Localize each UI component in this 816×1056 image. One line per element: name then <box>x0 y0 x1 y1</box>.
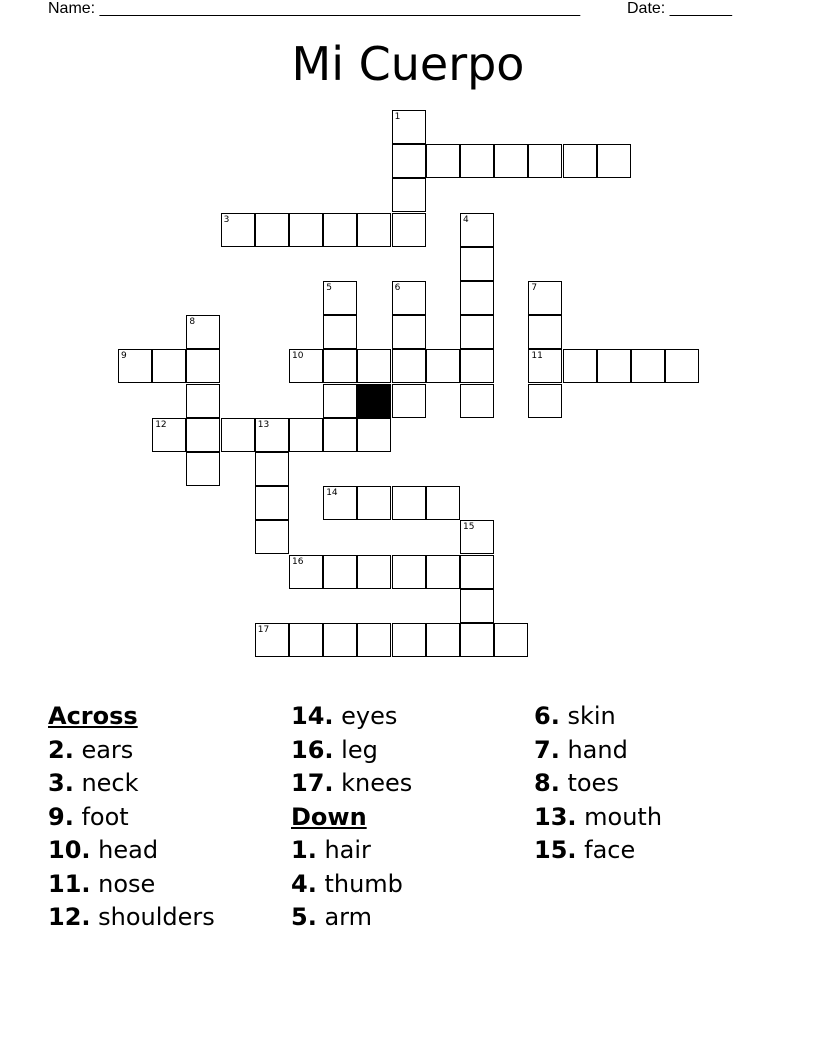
clue-number: 1 <box>394 112 401 122</box>
clue-column-2 <box>291 700 412 935</box>
grid-cell[interactable] <box>392 315 426 349</box>
grid-cell[interactable] <box>255 520 289 554</box>
grid-cell[interactable] <box>357 213 391 247</box>
clue-item-number: 2. <box>48 735 74 764</box>
clue-number: 8 <box>189 317 196 328</box>
clue-item <box>48 801 215 835</box>
clue-item <box>291 734 412 768</box>
grid-cell[interactable] <box>186 418 220 452</box>
grid-cell[interactable] <box>323 623 357 657</box>
page-title: Mi Cuerpo <box>291 37 525 91</box>
grid-cell[interactable] <box>323 213 357 247</box>
grid-cell[interactable] <box>392 623 426 657</box>
clue-item <box>534 767 662 801</box>
clue-number: 5 <box>326 283 332 293</box>
clue-number: 12 <box>155 419 167 430</box>
grid-cell[interactable] <box>357 623 391 657</box>
grid-cell[interactable] <box>186 384 220 418</box>
grid-cell[interactable] <box>255 486 289 520</box>
grid-cell[interactable] <box>460 315 494 349</box>
clue-item-number: 13. <box>534 802 577 831</box>
clue-item-text: neck <box>73 769 139 797</box>
clue-number: 16 <box>292 556 304 567</box>
clue-item <box>291 834 412 868</box>
clue-item-number: 6. <box>534 702 560 730</box>
grid-cell[interactable] <box>665 349 699 383</box>
grid-cell[interactable] <box>357 555 391 589</box>
grid-cell[interactable] <box>323 418 357 452</box>
clue-item <box>534 734 662 768</box>
clue-item-text: hair <box>316 836 371 864</box>
clue-item-text: shoulders <box>90 903 215 931</box>
clue-item-text: nose <box>90 869 156 898</box>
grid-cell[interactable] <box>255 213 289 247</box>
clue-item <box>48 767 215 801</box>
grid-cell[interactable] <box>494 144 528 178</box>
clue-item-text: ears <box>73 735 134 764</box>
grid-cell[interactable] <box>392 384 426 418</box>
grid-cell[interactable] <box>426 144 460 178</box>
grid-cell[interactable] <box>323 349 357 383</box>
grid-cell[interactable] <box>255 623 289 657</box>
grid-cell[interactable] <box>528 144 562 178</box>
clue-item-number: 4. <box>291 869 317 898</box>
grid-cell[interactable] <box>631 349 665 383</box>
clue-item <box>48 834 215 868</box>
grid-cell[interactable] <box>460 555 494 589</box>
grid-cell[interactable] <box>152 349 186 383</box>
clue-number: 13 <box>257 419 270 430</box>
clue-item <box>534 801 662 835</box>
grid-cell[interactable] <box>392 486 426 520</box>
grid-cell[interactable] <box>528 384 562 418</box>
clue-item-number: 17. <box>291 769 334 797</box>
clue-item-text: foot <box>73 802 129 831</box>
name-field[interactable]: Name: ______________________________________________________ <box>48 0 581 17</box>
grid-cell[interactable] <box>255 418 289 452</box>
grid-cell[interactable] <box>426 486 460 520</box>
clue-column-1 <box>48 700 215 935</box>
clue-item-text: leg <box>333 735 378 764</box>
grid-cell[interactable] <box>221 213 255 247</box>
clue-item <box>291 767 412 801</box>
clue-item-number: 15. <box>534 836 577 864</box>
grid-cell[interactable] <box>357 486 391 520</box>
clue-item-text: thumb <box>316 869 403 898</box>
grid-cell[interactable] <box>528 315 562 349</box>
clue-item <box>48 734 215 768</box>
grid-cell[interactable] <box>357 349 391 383</box>
grid-cell[interactable] <box>289 555 323 589</box>
grid-cell[interactable] <box>323 281 357 315</box>
grid-cell[interactable] <box>528 281 562 315</box>
clue-heading: Across <box>48 702 138 730</box>
grid-cell[interactable] <box>186 315 220 349</box>
grid-cell[interactable] <box>460 144 494 178</box>
clue-item-number: 5. <box>291 903 317 931</box>
grid-cell[interactable] <box>460 349 494 383</box>
clue-item <box>291 868 412 902</box>
grid-cell[interactable] <box>186 452 220 486</box>
grid-cell[interactable] <box>494 623 528 657</box>
grid-cell[interactable] <box>528 349 562 383</box>
clue-item-number: 9. <box>48 802 74 831</box>
clue-item-number: 11. <box>48 869 91 898</box>
grid-cell[interactable] <box>152 418 186 452</box>
clue-number: 9 <box>121 351 127 362</box>
grid-cell[interactable] <box>289 623 323 657</box>
clue-item-text: face <box>576 836 636 864</box>
grid-cell[interactable] <box>460 384 494 418</box>
clue-item-number: 14. <box>291 702 334 730</box>
clue-number: 10 <box>292 351 304 362</box>
clue-item-text: skin <box>559 702 616 730</box>
clue-item <box>534 834 662 868</box>
grid-cell[interactable] <box>255 452 289 486</box>
grid-cell[interactable] <box>597 349 631 383</box>
clue-item-number: 8. <box>534 769 560 797</box>
grid-cell[interactable] <box>323 486 357 520</box>
grid-cell[interactable] <box>563 144 597 178</box>
clue-number: 4 <box>463 214 469 225</box>
grid-cell[interactable] <box>289 418 323 452</box>
grid-cell[interactable] <box>460 623 494 657</box>
clue-item-text: hand <box>559 735 628 764</box>
grid-cell[interactable] <box>392 213 426 247</box>
clue-item <box>48 868 215 902</box>
date-field[interactable]: Date: _______ <box>627 0 732 17</box>
grid-cell[interactable] <box>426 349 460 383</box>
clue-item-number: 7. <box>534 735 560 764</box>
grid-cell[interactable] <box>186 349 220 383</box>
grid-cell[interactable] <box>426 623 460 657</box>
clue-column-3 <box>534 700 662 868</box>
clue-number: 11 <box>531 351 543 362</box>
clue-item-text: toes <box>559 769 619 797</box>
clue-item-number: 10. <box>48 836 91 864</box>
grid-cell[interactable] <box>323 555 357 589</box>
grid-cell[interactable] <box>563 349 597 383</box>
clue-item-text: arm <box>316 903 372 931</box>
grid-cell[interactable] <box>392 281 426 315</box>
grid-cell[interactable] <box>357 418 391 452</box>
grid-cell[interactable] <box>392 110 426 144</box>
grid-cell[interactable] <box>392 349 426 383</box>
clue-item-number: 16. <box>291 735 334 764</box>
grid-cell[interactable] <box>460 520 494 554</box>
clue-item <box>534 700 662 734</box>
clue-number: 6 <box>394 283 401 293</box>
blocked-cell <box>357 384 391 418</box>
clue-item-text: eyes <box>333 702 398 730</box>
clue-item-number: 3. <box>48 769 74 797</box>
grid-cell[interactable] <box>221 418 255 452</box>
grid-cell[interactable] <box>597 144 631 178</box>
clue-number: 15 <box>463 522 475 533</box>
clue-item-text: knees <box>333 769 413 797</box>
grid-cell[interactable] <box>460 247 494 281</box>
grid-cell[interactable] <box>426 555 460 589</box>
clue-item-number: 1. <box>291 836 317 864</box>
clue-number: 7 <box>531 283 538 293</box>
grid-cell[interactable] <box>289 349 323 383</box>
grid-cell[interactable] <box>323 384 357 418</box>
grid-cell[interactable] <box>460 589 494 623</box>
clue-number: 3 <box>223 214 230 225</box>
clue-item-number: 12. <box>48 903 91 931</box>
grid-cell[interactable] <box>392 178 426 212</box>
grid-cell[interactable] <box>118 349 152 383</box>
clue-number: 17 <box>257 625 270 635</box>
clue-item <box>291 700 412 734</box>
clue-item <box>48 901 215 935</box>
grid-cell[interactable] <box>460 213 494 247</box>
clue-number: 14 <box>326 488 338 499</box>
clue-heading: Down <box>291 802 367 831</box>
clue-item-text: head <box>90 836 159 864</box>
grid-cell[interactable] <box>392 144 426 178</box>
grid-cell[interactable] <box>460 281 494 315</box>
grid-cell[interactable] <box>289 213 323 247</box>
grid-cell[interactable] <box>323 315 357 349</box>
clue-item-text: mouth <box>576 802 663 831</box>
grid-cell[interactable] <box>392 555 426 589</box>
clue-item <box>291 901 412 935</box>
